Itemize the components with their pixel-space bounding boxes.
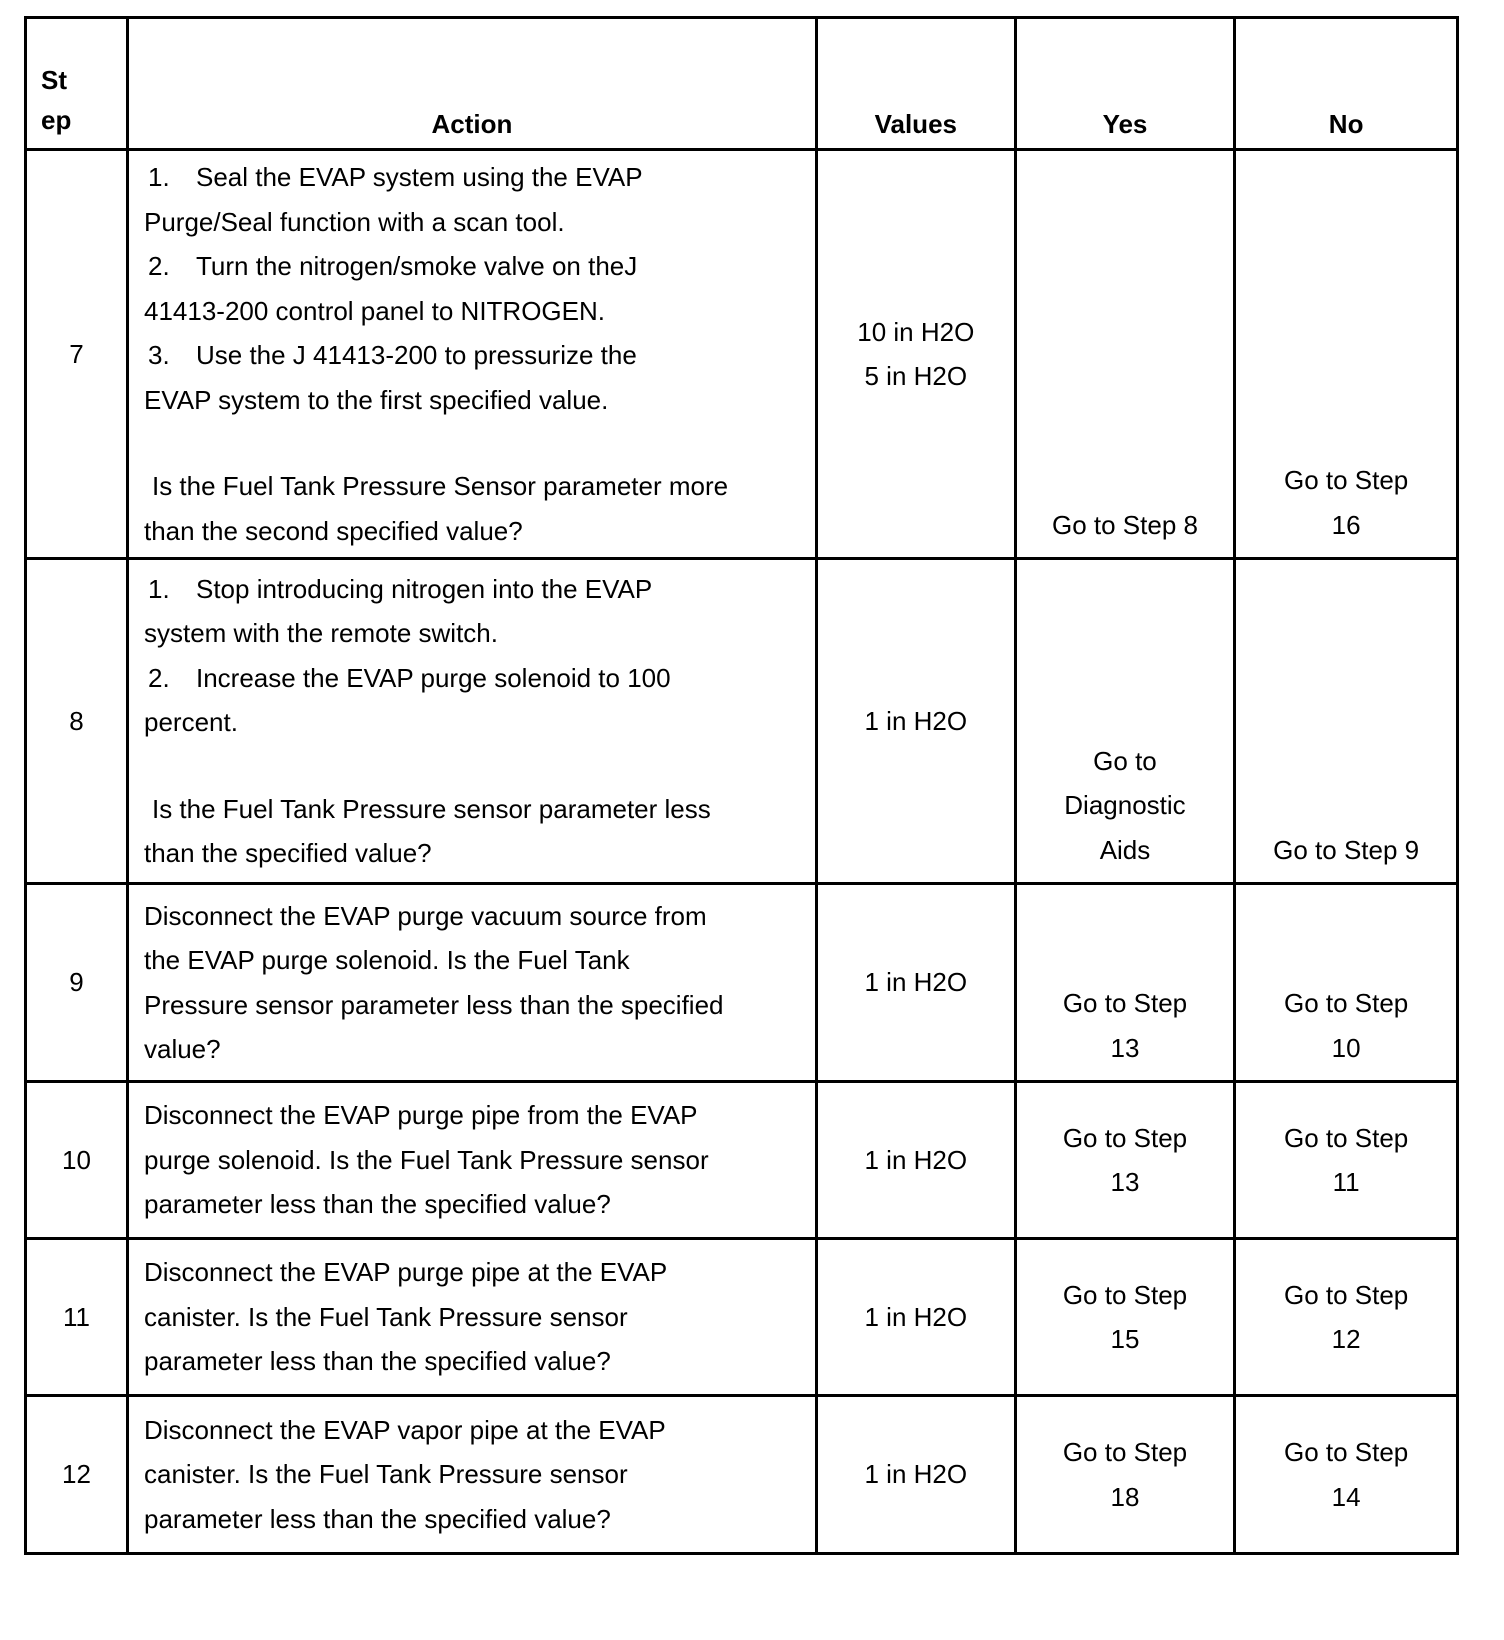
table-row — [26, 1396, 1458, 1554]
yes-cell: Go to Step 15 — [1015, 1239, 1235, 1396]
no-cell: Go to Step 9 — [1235, 559, 1458, 884]
step-number: 10 — [26, 1082, 128, 1239]
action-item: 1. Stop introducing nitrogen into the EVAP — [147, 573, 653, 604]
action-item: 2. Turn the nitrogen/smoke valve on theJ — [147, 251, 638, 281]
action-cell: Disconnect the EVAP vapor pipe at the EVAP canister. Is the Fuel Tank Pressure sensor parameter less than the specified value? — [127, 1396, 816, 1554]
no-cell: Go to Step 12 — [1235, 1239, 1458, 1396]
no-cell: Go to Step 10 — [1235, 884, 1458, 1082]
no-cell: Go to Step 11 — [1235, 1082, 1458, 1239]
header-row — [26, 18, 1458, 150]
table-row — [26, 1239, 1458, 1396]
action-cell: Disconnect the EVAP purge pipe at the EVAP canister. Is the Fuel Tank Pressure sensor parameter less than the specified value? — [127, 1239, 816, 1396]
step-number: 7 — [26, 150, 128, 559]
action-item: 1. Seal the EVAP system using the EVAP — [147, 162, 643, 192]
values-cell: 1 in H2O — [816, 1396, 1015, 1554]
table-row — [26, 1082, 1458, 1239]
yes-cell: Go to Step 13 — [1015, 884, 1235, 1082]
action-cell: Disconnect the EVAP purge vacuum source from the EVAP purge solenoid. Is the Fuel Tank Pressure sensor parameter less than the specified value? — [127, 884, 816, 1082]
no-cell: Go to Step 16 — [1235, 150, 1458, 559]
table-row — [26, 150, 1458, 559]
action-item: 3. Use the J 41413-200 to pressurize the — [147, 340, 637, 370]
header-no: No — [1235, 18, 1458, 150]
diagnostic-table — [24, 16, 1459, 1555]
table-row — [26, 884, 1458, 1082]
step-number: 11 — [26, 1239, 128, 1396]
header-step: St ep — [26, 18, 128, 150]
values-cell: 1 in H2O — [816, 559, 1015, 884]
yes-cell: Go to Step 18 — [1015, 1396, 1235, 1554]
yes-cell: Go to Step 13 — [1015, 1082, 1235, 1239]
step-number: 8 — [26, 559, 128, 884]
values-cell: 1 in H2O — [816, 884, 1015, 1082]
table-row — [26, 559, 1458, 884]
header-action: Action — [127, 18, 816, 150]
yes-cell: Go to Diagnostic Aids — [1015, 559, 1235, 884]
step-number: 9 — [26, 884, 128, 1082]
no-cell: Go to Step 14 — [1235, 1396, 1458, 1554]
step-number: 12 — [26, 1396, 128, 1554]
action-cell: 1. Seal the EVAP system using the EVAP Purge/Seal function with a scan tool. 2. Turn the nitrogen/smoke valve on theJ 41413-200 control panel to NITROGEN. 3. Use the J 41413-200 to pressurize the EVAP system to the first specified value. Is the Fuel Tank Pressure Sensor parameter more than the second specified value? — [127, 150, 816, 559]
yes-cell: Go to Step 8 — [1015, 150, 1235, 559]
header-values: Values — [816, 18, 1015, 150]
action-question: Is the Fuel Tank Pressure Sensor parameter more — [151, 471, 729, 501]
action-question: Is the Fuel Tank Pressure sensor parameter less — [151, 793, 711, 824]
values-cell: 1 in H2O — [816, 1082, 1015, 1239]
values-cell: 10 in H2O 5 in H2O — [816, 150, 1015, 559]
values-cell: 1 in H2O — [816, 1239, 1015, 1396]
action-item: 2. Increase the EVAP purge solenoid to 100 — [147, 662, 671, 693]
action-cell: 1. Stop introducing nitrogen into the EVAP system with the remote switch. 2. Increase the EVAP purge solenoid to 100 percent. Is the Fuel Tank Pressure sensor parameter less than the specified value? — [127, 559, 816, 884]
header-yes: Yes — [1015, 18, 1235, 150]
action-cell: Disconnect the EVAP purge pipe from the EVAP purge solenoid. Is the Fuel Tank Pressure sensor parameter less than the specified value? — [127, 1082, 816, 1239]
